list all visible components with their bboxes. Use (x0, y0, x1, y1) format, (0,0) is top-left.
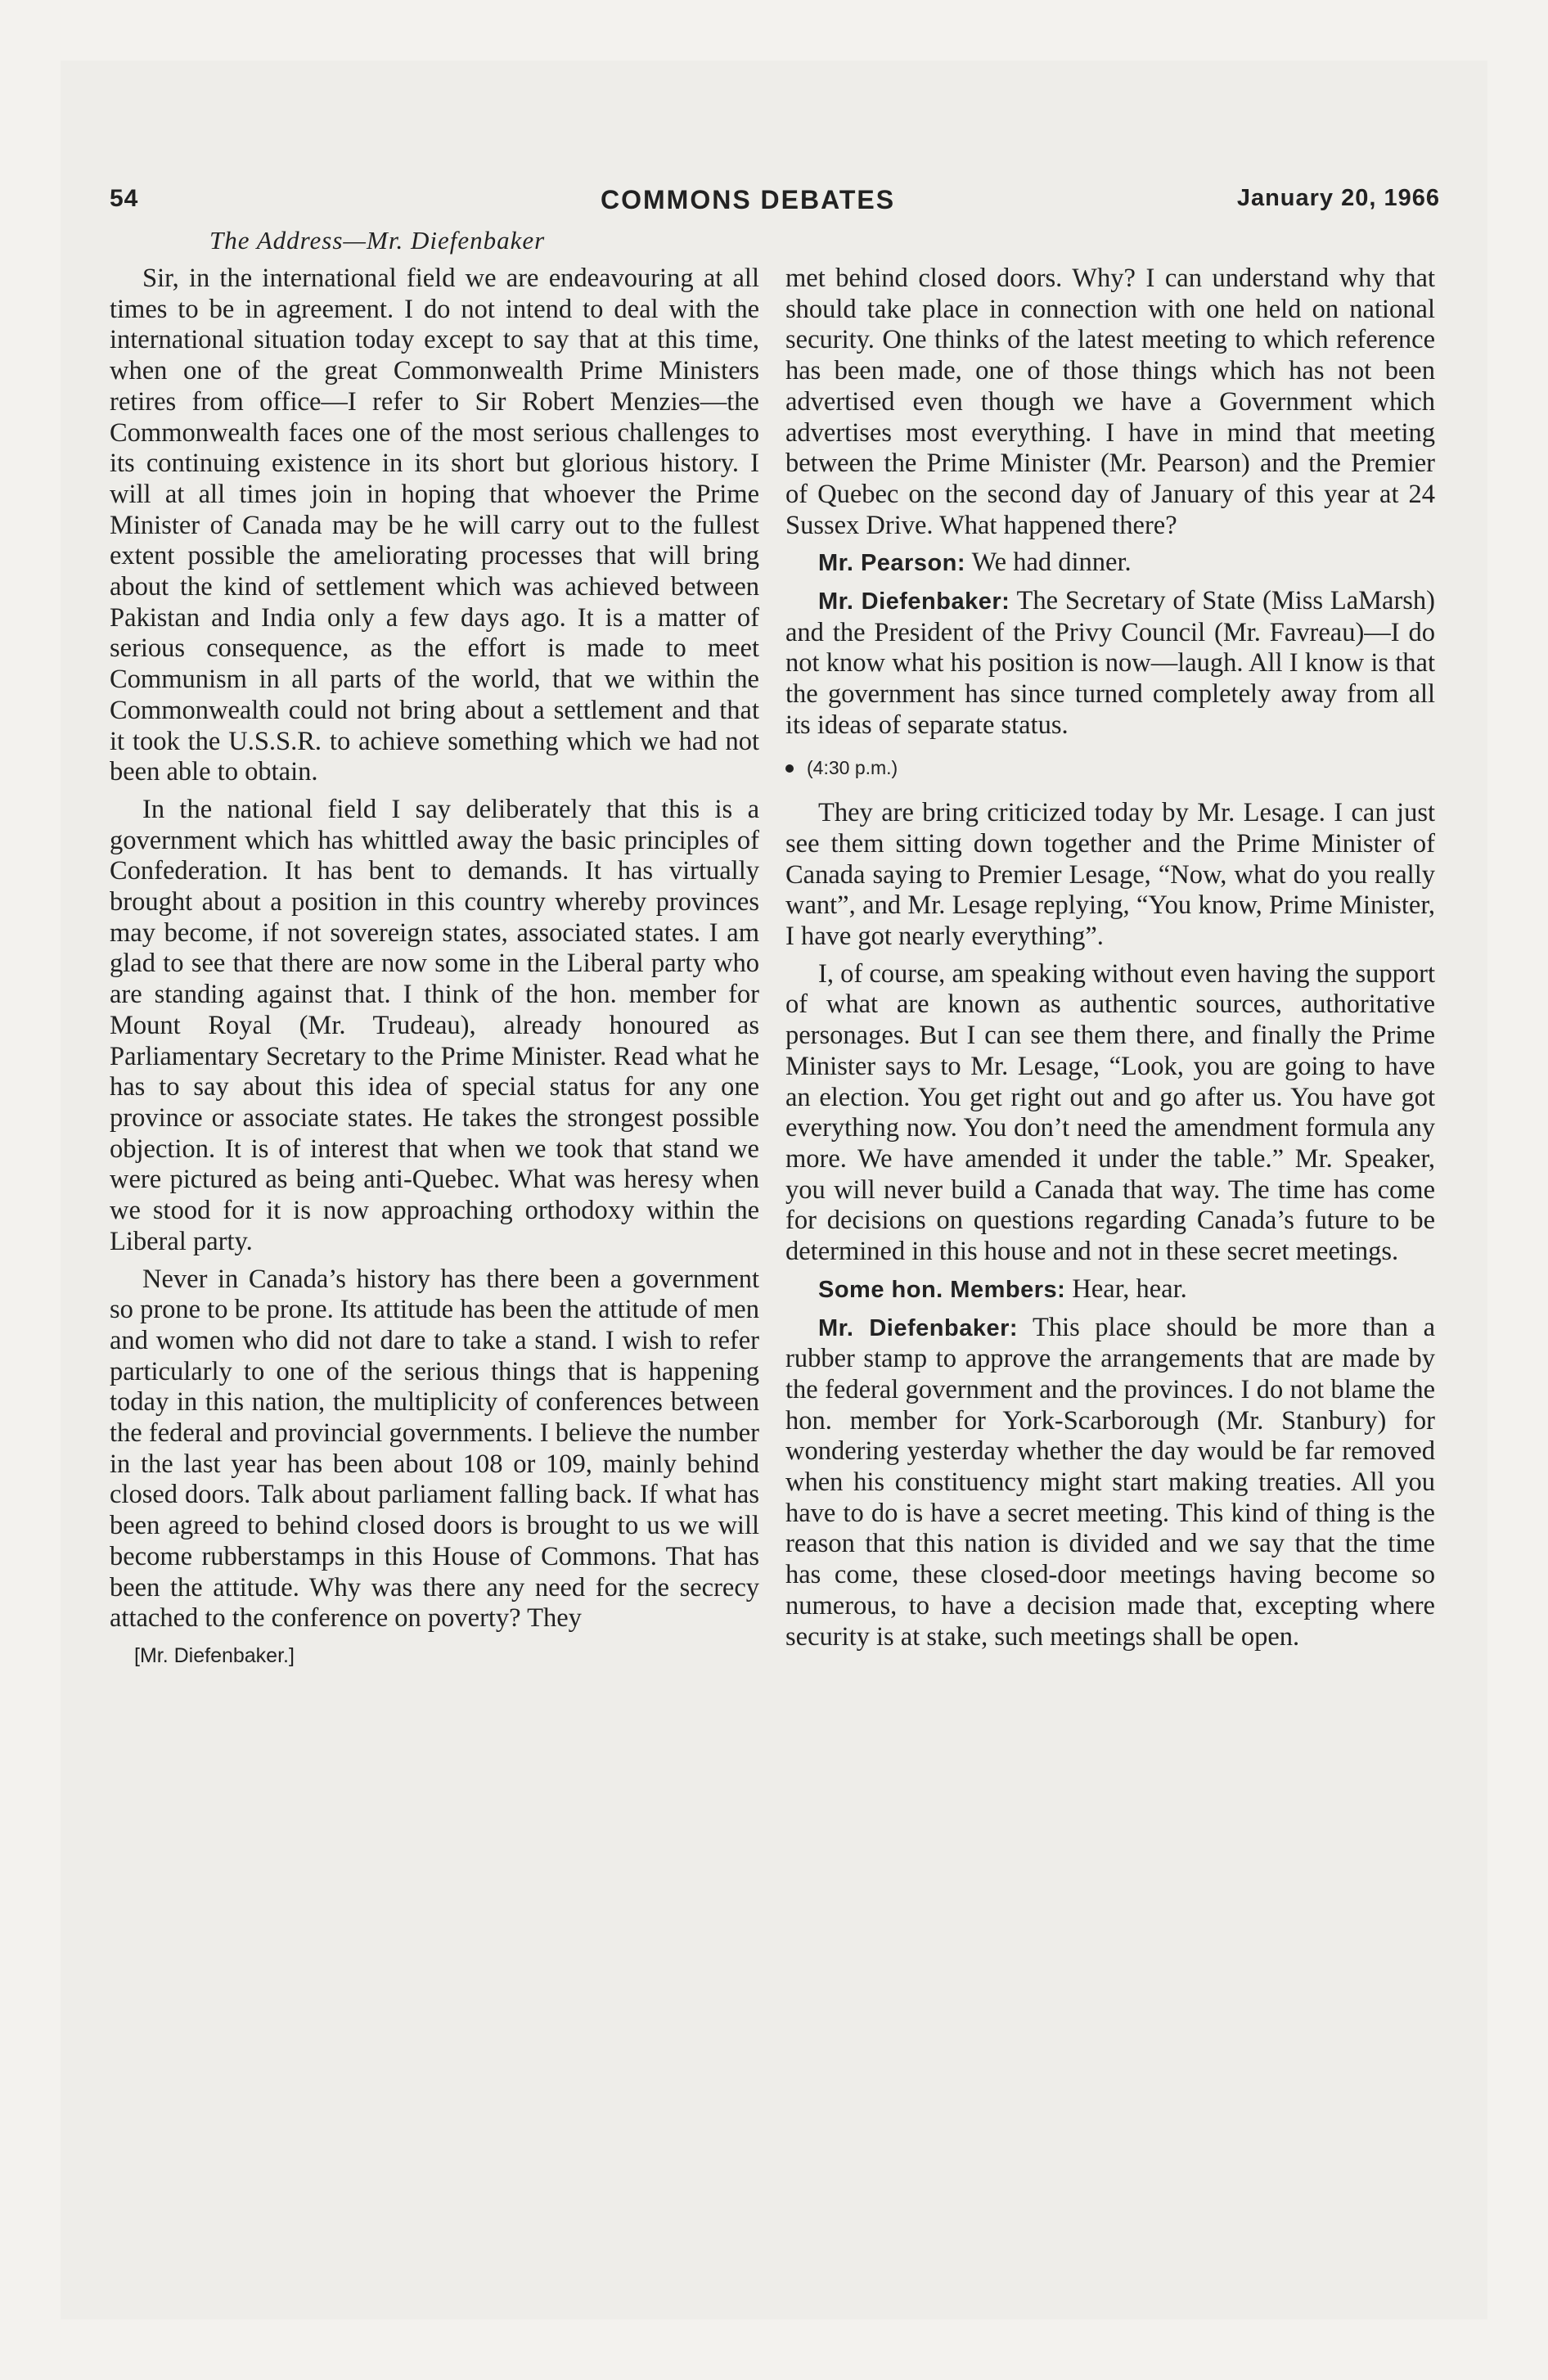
bullet-icon (785, 764, 794, 773)
time-stamp (785, 753, 1435, 784)
speaker-footer: [Mr. Diefenbaker.] (134, 1643, 295, 1667)
paragraph: They are bring criticized today by Mr. Lesage. I can just see them sitting down together and the Prime Minister of Canada saying to Premier Lesage, “Now, what do you really want”, and Mr. Lesage replying, “You know, Prime Minister, I have got nearly everything”. (785, 798, 1435, 952)
journal-title: COMMONS DEBATES (601, 185, 896, 214)
speech (785, 1313, 1435, 1653)
speaker-name: Mr. Diefenbaker: (818, 588, 1010, 615)
page-header (110, 185, 1440, 231)
speech-text: This place should be more than a rubber stamp to approve the arrangements that are made by the federal government and the provinces. I do not blame the hon. member for York-Scarborough (Mr. Stanbury) for wondering yesterday whether the day would be far removed when his constituency might start making treaties. All you have to do is have a secret meeting. This kind of thing is the reason that this nation is divided and we say that the time has come, these closed-door meetings having become so numerous, to have a decision made that, excepting where security is at stake, such meetings shall be open. (785, 1312, 1435, 1652)
paragraph: In the national field I say deliberately that this is a government which has whittled away the basic principles of Confederation. It has bent to demands. It has virtually brought about a position in this country whereby provinces may become, if not sovereign states, associated states. I am glad to see that there are now some in the Liberal party who are standing against that. I think of the hon. member for Mount Royal (Mr. Trudeau), already honoured as Parliamentary Secretary to the Prime Minister. Read what he has to say about this idea of special status for any one province or associate states. He takes the strongest possible objection. It is of interest that when we took that stand we were pictured as being anti-Quebec. What was heresy when we stood for it is now approaching orthodoxy within the Liberal party. (110, 794, 759, 1256)
speech-text: Hear, hear. (1072, 1273, 1187, 1304)
speech (785, 1274, 1435, 1306)
paragraph: Sir, in the international field we are endeavouring at all times to be in agreement. I do not intend to deal with the international situation today except to say that at this time, when one of the great Commonwealth Prime Ministers retires from office—I refer to Sir Robert Menzies—the Commonwealth faces one of the most serious challenges to its continuing existence in its short but glorious history. I will at all times join in hoping that whoever the Prime Minister of Canada may be he will carry out to the fullest extent possible the ameliorating processes that will bring about the kind of settlement which was achieved between Pakistan and India only a few days ago. It is a matter of serious consequence, as the effort is made to meet Communism in all parts of the world, that we within the Commonwealth could not bring about a settlement and that it took the U.S.S.R. to achieve something which we had not been able to obtain. (110, 264, 759, 787)
speech-text: The Secretary of State (Miss LaMarsh) and the President of the Privy Council (Mr. Favreau)—I do not know what his position is now—laugh. All I know is that the government has since turned completely away from all its ideas of separate status. (785, 586, 1435, 740)
left-column (110, 264, 759, 1672)
issue-date: January 20, 1966 (1236, 185, 1440, 211)
page-number: 54 (110, 185, 139, 212)
time-text: (4:30 p.m.) (807, 756, 898, 778)
speaker-name: Mr. Pearson: (818, 550, 966, 577)
speech (785, 548, 1435, 579)
paragraph: Never in Canada’s history has there been a government so prone to be prone. Its attitude has been the attitude of men and women who did not dare to take a stand. I wish to refer particularly to one of the serious things that is happening today in this nation, the multiplicity of conferences between the federal and provincial governments. I believe the number in the last year has been about 108 or 109, mainly behind closed doors. Talk about parliament falling back. If what has been agreed to behind closed doors is brought to us we will become rubberstamps in this House of Commons. That has been the attitude. Why was there any need for the secrecy attached to the conference on poverty? They (110, 1264, 759, 1634)
speech (785, 586, 1435, 741)
right-column (785, 264, 1435, 1659)
running-head: The Address—Mr. Diefenbaker (209, 226, 546, 255)
paragraph: I, of course, am speaking without even having the support of what are known as authentic sources, authoritative personages. But I can see them there, and finally the Prime Minister says to Mr. Lesage, “Look, you are going to have an election. You get right out and go after us. You have got everything now. You don’t need the amendment formula any more. We have amended it under the table.” Mr. Speaker, you will never build a Canada that way. The time has come for decisions on questions regarding Canada’s future to be determined in this house and not in these secret meetings. (785, 958, 1435, 1267)
speaker-name: Mr. Diefenbaker: (818, 1314, 1019, 1341)
paragraph: met behind closed doors. Why? I can understand why that should take place in connection with one held on national security. One thinks of the latest meeting to which reference has been made, one of those things which has not been advertised even though we have a Government which advertises most everything. I have in mind that meeting between the Prime Minister (Mr. Pearson) and the Premier of Quebec on the second day of January of this year at 24 Sussex Drive. What happened there? (785, 264, 1435, 540)
speech-text: We had dinner. (971, 548, 1132, 578)
speaker-name: Some hon. Members: (818, 1276, 1066, 1303)
